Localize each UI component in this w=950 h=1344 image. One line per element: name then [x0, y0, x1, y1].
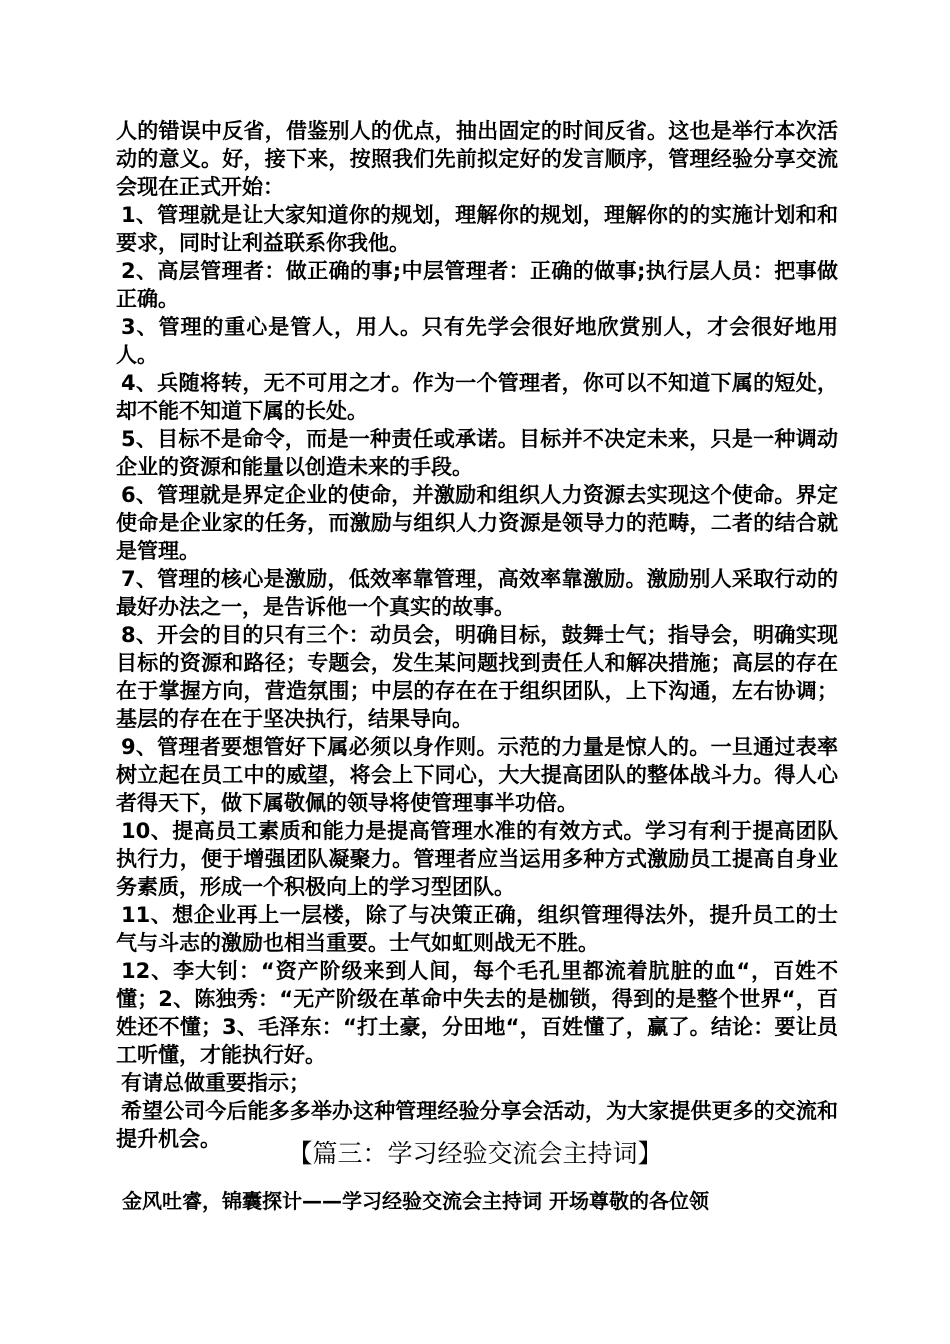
section-heading: 【篇三：学习经验交流会主持词】: [287, 1139, 663, 1168]
invitation-paragraph: 有请总做重要指示；: [121, 1071, 310, 1095]
point-1-paragraph: 1、管理就是让大家知道你的规划，理解你的规划，理解你的的实施计划和和要求，同时让利益联系你我他。: [116, 203, 838, 255]
point-3-paragraph: 3、管理的重心是管人，用人。只有先学会很好地欣赏别人，才会很好地用人。: [116, 315, 838, 367]
point-10-paragraph: 10、提高员工素质和能力是提高管理水准的有效方式。学习有利于提高团队执行力，便于增强团队凝聚力。管理者应当运用多种方式激励员工提高自身业务素质，形成一个积极向上的学习型团队。: [116, 819, 838, 899]
point-2-paragraph: 2、高层管理者：做正确的事;中层管理者：正确的做事;执行层人员：把事做正确。: [116, 259, 838, 311]
point-11-paragraph: 11、想企业再上一层楼，除了与决策正确，组织管理得法外，提升员工的士气与斗志的激励也相当重要。士气如虹则战无不胜。: [116, 903, 838, 955]
point-9-paragraph: 9、管理者要想管好下属必须以身作则。示范的力量是惊人的。一旦通过表率树立起在员工中的威望，将会上下同心，大大提高团队的整体战斗力。得人心者得天下，做下属敬佩的领导将使管理事半功倍。: [116, 735, 838, 815]
point-8-paragraph: 8、开会的目的只有三个：动员会，明确目标，鼓舞士气；指导会，明确实现目标的资源和路径；专题会，发生某问题找到责任人和解决措施；高层的存在在于掌握方向，营造氛围；中层的存在在于组织团队，上下沟通，左右协调；基层的存在在于坚决执行，结果导向。: [116, 623, 838, 731]
closing-paragraph: 希望公司今后能多多举办这种管理经验分享会活动，为大家提供更多的交流和提升机会。: [116, 1099, 838, 1151]
point-6-paragraph: 6、管理就是界定企业的使命，并激励和组织人力资源去实现这个使命。界定使命是企业家的任务，而激励与组织人力资源是领导力的范畴，二者的结合就是管理。: [116, 483, 838, 563]
point-5-paragraph: 5、目标不是命令，而是一种责任或承诺。目标并不决定未来，只是一种调动企业的资源和能量以创造未来的手段。: [116, 427, 838, 479]
point-12-paragraph: 12、李大钊：“资产阶级来到人间，每个毛孔里都流着肮脏的血“，百姓不懂；2、陈独秀：“无产阶级在革命中失去的是枷锁，得到的是整个世界“，百姓还不懂；3、毛泽东：“打土豪，分田地“，百姓懂了，赢了。结论：要让员工听懂，才能执行好。: [116, 959, 838, 1067]
point-7-paragraph: 7、管理的核心是激励，低效率靠管理，高效率靠激励。激励别人采取行动的最好办法之一，是告诉他一个真实的故事。: [116, 567, 838, 619]
intro-paragraph: 人的错误中反省，借鉴别人的优点，抽出固定的时间反省。这也是举行本次活动的意义。好，接下来，按照我们先前拟定好的发言顺序，管理经验分享交流会现在正式开始：: [116, 119, 838, 199]
section-subtitle: 金风吐睿，锦囊探计——学习经验交流会主持词 开场尊敬的各位领: [122, 1189, 709, 1213]
document-body: [116, 117, 838, 1153]
point-4-paragraph: 4、兵随将转，无不可用之才。作为一个管理者，你可以不知道下属的短处，却不能不知道下属的长处。: [116, 371, 838, 423]
